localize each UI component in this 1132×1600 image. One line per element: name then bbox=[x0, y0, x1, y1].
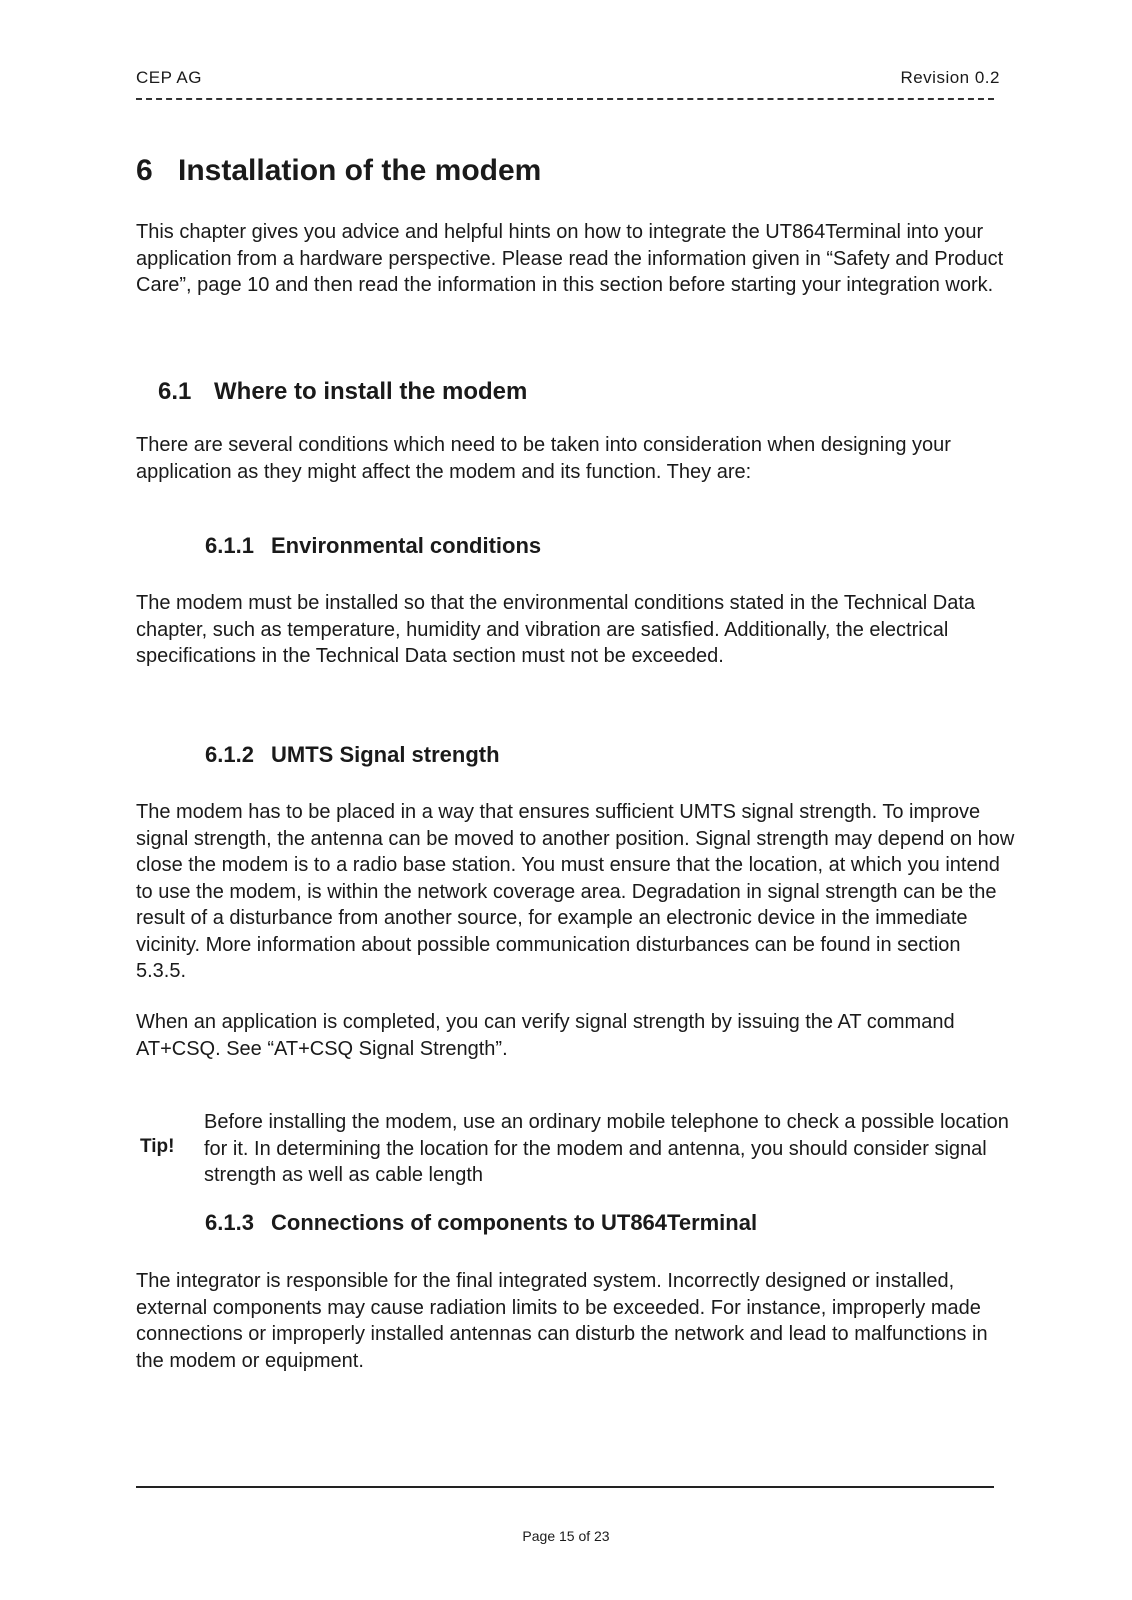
section-6-1-1-title: Environmental conditions bbox=[271, 533, 542, 558]
chapter-heading bbox=[136, 154, 541, 188]
section-6-1-1-body: The modem must be installed so that the environmental conditions stated in the Technical Data chapter, such as temperature, humidity and vibration are satisfied. Additionally, the electrical specifications in the Technical Data section must not be exceeded. bbox=[136, 592, 975, 667]
section-6-1-2-body-2: When an application is completed, you can verify signal strength by issuing the AT command AT+CSQ. See “AT+CSQ Signal Strength”. bbox=[136, 1011, 955, 1060]
header-revision: Revision 0.2 bbox=[900, 68, 1000, 87]
section-6-1-2-heading bbox=[205, 742, 500, 768]
section-6-1-3-body: The integrator is responsible for the final integrated system. Incorrectly designed or installed, external components may cause radiation limits to be exceeded. For instance, improperly made connections or improperly installed antennas can disturb the network and lead to malfunctions in the modem or equipment. bbox=[136, 1270, 988, 1372]
tip-label: Tip! bbox=[140, 1136, 175, 1157]
section-6-1-title: Where to install the modem bbox=[214, 378, 528, 405]
section-6-1-3-title: Connections of components to UT864Terminal bbox=[271, 1210, 758, 1235]
footer-divider bbox=[136, 1486, 994, 1488]
section-6-1-3-heading bbox=[205, 1210, 757, 1236]
tip-text: Before installing the modem, use an ordinary mobile telephone to check a possible location for it. In determining the location for the modem and antenna, you should consider signal strength as well as cable length bbox=[204, 1111, 1009, 1186]
section-6-1-body: There are several conditions which need to be taken into consideration when designing your application as they might affect the modem and its function. They are: bbox=[136, 434, 951, 483]
section-6-1-3-number: 6.1.3 bbox=[205, 1210, 254, 1235]
section-6-1-1-number: 6.1.1 bbox=[205, 533, 254, 558]
chapter-title: Installation of the modem bbox=[178, 154, 542, 187]
section-6-1-2-body-1: The modem has to be placed in a way that ensures sufficient UMTS signal strength. To improve signal strength, the antenna can be moved to another position. Signal strength may depend on how close the modem is to a radio base station. You must ensure that the location, at which you intend to use the modem, is within the network coverage area. Degradation in signal strength can be the result of a disturbance from another source, for example an electronic device in the immediate vicinity. More information about possible communication disturbances can be found in section 5.3.5. bbox=[136, 801, 1015, 982]
chapter-intro: This chapter gives you advice and helpful hints on how to integrate the UT864Terminal into your application from a hardware perspective. Please read the information given in “Safety and Product Care”, page 10 and then read the information in this section before starting your integration work. bbox=[136, 221, 1004, 296]
section-6-1-2-number: 6.1.2 bbox=[205, 742, 254, 767]
section-6-1-2-title: UMTS Signal strength bbox=[271, 742, 500, 767]
page-number: Page 15 of 23 bbox=[522, 1528, 610, 1544]
chapter-number: 6 bbox=[136, 154, 153, 187]
section-6-1-1-heading bbox=[205, 533, 541, 559]
header-company: CEP AG bbox=[136, 68, 202, 87]
section-6-1-number: 6.1 bbox=[158, 378, 192, 405]
section-6-1-heading bbox=[158, 378, 527, 406]
header-divider bbox=[136, 98, 994, 100]
